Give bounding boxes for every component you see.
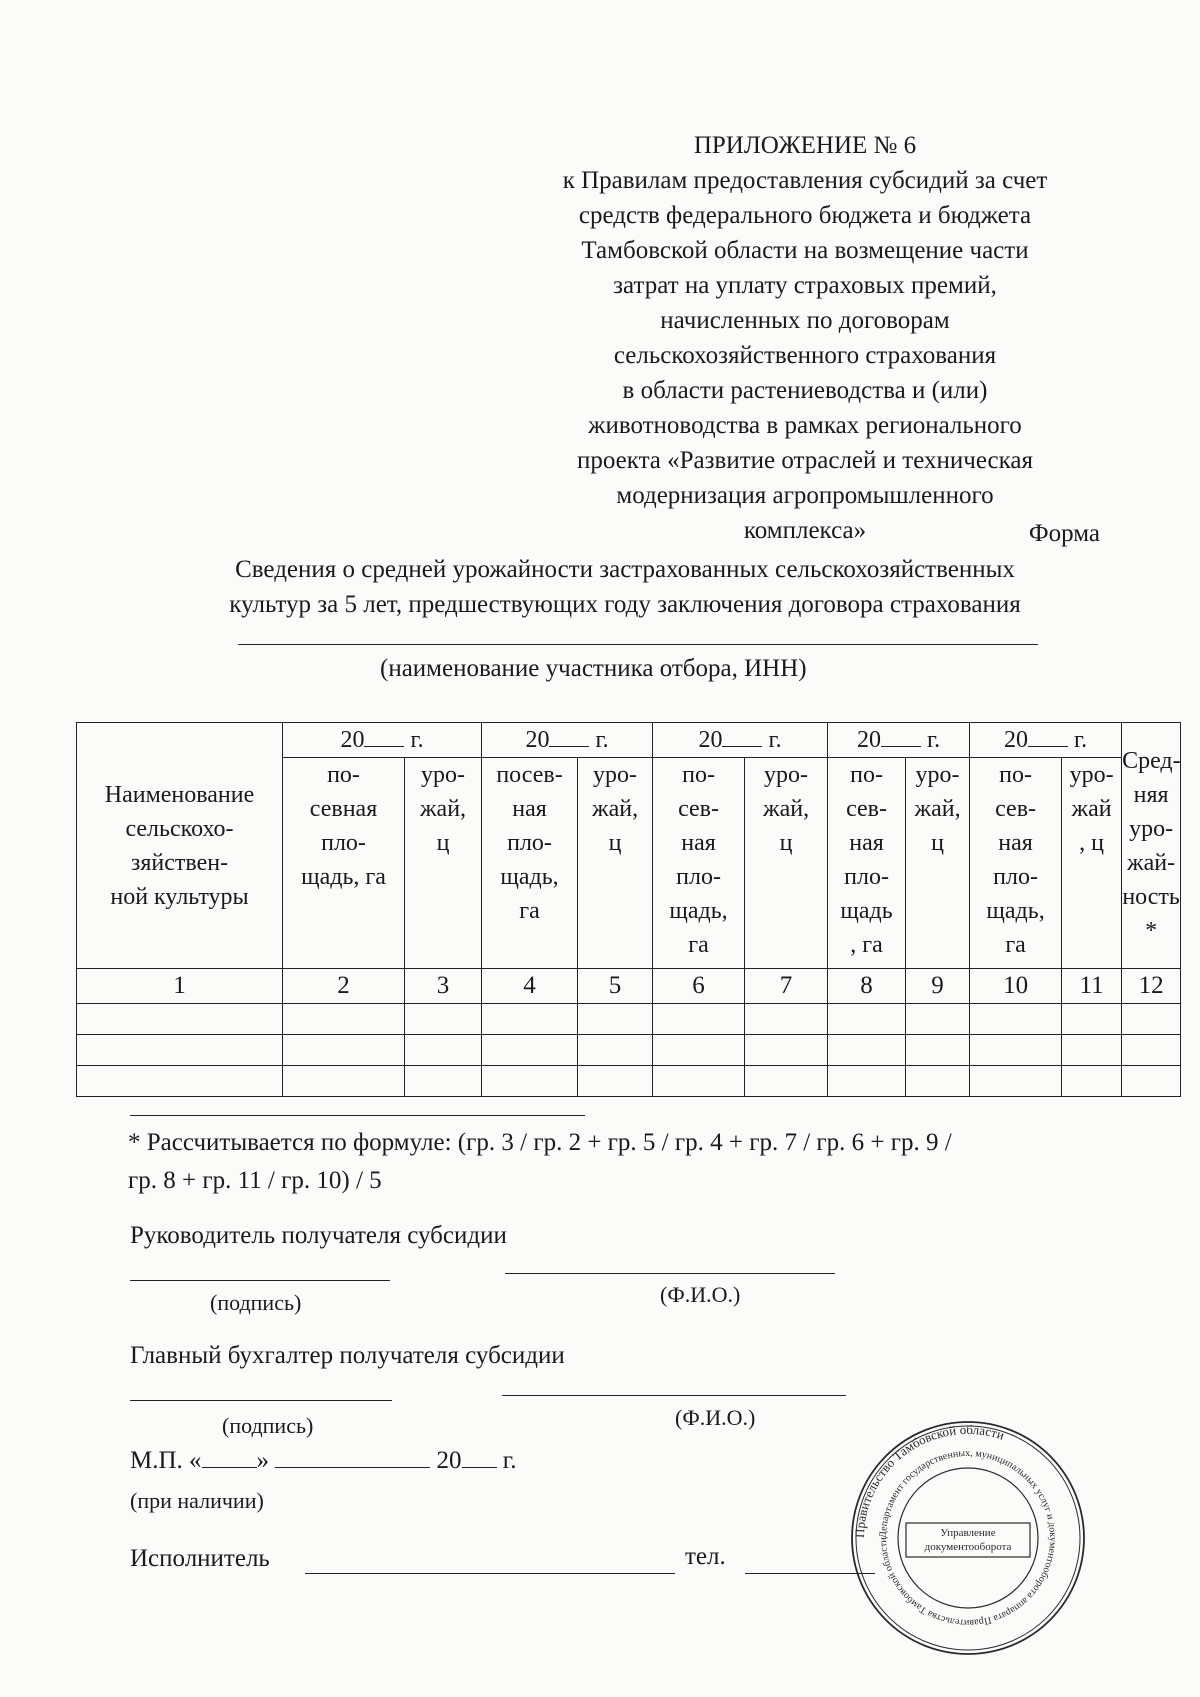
stamp-center-line: документооборота [924, 1541, 1012, 1553]
header-text: Наименование [104, 781, 255, 808]
footnote-line: гр. 8 + гр. 11 / гр. 10) / 5 [128, 1167, 382, 1194]
name-caption: (Ф.И.О.) [675, 1405, 756, 1430]
table-cell[interactable] [828, 1066, 906, 1097]
table-cell[interactable] [405, 1035, 482, 1066]
mp-close: » [256, 1447, 270, 1474]
sown-area-header [653, 758, 745, 969]
table-cell[interactable] [906, 1004, 970, 1035]
table-cell[interactable] [1122, 1004, 1181, 1035]
header-text: Сред- [1122, 747, 1181, 774]
appendix-line: начисленных по договорам [660, 307, 950, 334]
table-cell[interactable] [578, 1035, 653, 1066]
signature-caption: (подпись) [222, 1413, 314, 1438]
accountant-signature-line[interactable] [130, 1400, 392, 1401]
table-cell[interactable] [77, 1004, 283, 1035]
stamp-outer-text: Правительство Тамбовской области [851, 1421, 1007, 1539]
column-number: 12 [1122, 969, 1181, 1004]
table-cell[interactable] [906, 1035, 970, 1066]
title-line: культур за 5 лет, предшествующих году заключения договора страхования [229, 591, 1021, 618]
appendix-line: в области растениеводства и (или) [622, 377, 988, 404]
header-text: ная [998, 830, 1033, 856]
year-header [482, 723, 653, 758]
header-text: жай, [763, 796, 810, 822]
table-row [77, 1035, 1181, 1066]
header-text: ц [931, 830, 944, 856]
header-text: га [1005, 932, 1026, 958]
header-text: сев- [678, 796, 719, 822]
header-text: щадь, га [301, 864, 386, 890]
table-cell[interactable] [653, 1004, 745, 1035]
yield-header [405, 758, 482, 969]
sown-area-header [970, 758, 1062, 969]
header-text: севная [309, 796, 378, 822]
header-text: пло- [676, 864, 721, 890]
average-yield-header [1122, 723, 1181, 969]
header-text: ц [608, 830, 622, 856]
year-suffix: г. [410, 727, 424, 753]
table-cell[interactable] [283, 1004, 405, 1035]
table-cell[interactable] [578, 1066, 653, 1097]
header-text: щадь [840, 898, 893, 924]
table-row [77, 1004, 1181, 1035]
executor-label: Исполнитель [130, 1545, 270, 1572]
table-cell[interactable] [745, 1035, 828, 1066]
table-cell[interactable] [828, 1004, 906, 1035]
header-text: няя [1133, 781, 1169, 808]
crop-name-header [77, 723, 283, 969]
header-text: га [688, 932, 709, 958]
table-cell[interactable] [77, 1035, 283, 1066]
table-cell[interactable] [970, 1004, 1062, 1035]
header-text: сельскохо- [125, 815, 234, 842]
column-number: 6 [653, 969, 745, 1004]
year-prefix: 20 [698, 727, 723, 753]
table-cell[interactable] [906, 1066, 970, 1097]
head-title: Руководитель получателя субсидии [130, 1222, 507, 1249]
column-number: 9 [906, 969, 970, 1004]
column-number: 11 [1062, 969, 1122, 1004]
header-text: жай, [914, 796, 961, 822]
table-cell[interactable] [482, 1035, 578, 1066]
year-blank[interactable] [881, 726, 921, 747]
table-cell[interactable] [77, 1066, 283, 1097]
year-prefix: 20 [340, 727, 365, 753]
signature-caption: (подпись) [210, 1290, 302, 1315]
year-header [653, 723, 828, 758]
header-text: посев- [496, 762, 563, 788]
table-cell[interactable] [1062, 1004, 1122, 1035]
column-number: 8 [828, 969, 906, 1004]
column-number-row [77, 969, 1181, 1004]
day-blank[interactable] [202, 1447, 257, 1468]
table-cell[interactable] [1122, 1035, 1181, 1066]
accountant-title: Главный бухгалтер получателя субсидии [130, 1342, 565, 1369]
header-text: по- [850, 762, 883, 788]
year-prefix: 20 [525, 727, 550, 753]
year-header [828, 723, 970, 758]
header-text: уро- [915, 762, 960, 788]
table-cell[interactable] [482, 1004, 578, 1035]
table-cell[interactable] [653, 1066, 745, 1097]
column-number: 3 [405, 969, 482, 1004]
header-text: ная [849, 830, 884, 856]
header-text: щадь, [986, 898, 1045, 924]
participant-name-line[interactable] [238, 644, 1038, 645]
header-text: пло- [507, 830, 552, 856]
column-number: 10 [970, 969, 1062, 1004]
sown-area-header [283, 758, 405, 969]
header-text: ная [681, 830, 716, 856]
header-text: * [1145, 917, 1158, 944]
table-row [77, 1066, 1181, 1097]
official-stamp [848, 1418, 1088, 1658]
yield-header [906, 758, 970, 969]
header-text: сев- [995, 796, 1037, 822]
header-text: зяйствен- [130, 849, 229, 876]
participant-caption: (наименование участника отбора, ИНН) [380, 655, 807, 682]
appendix-line: к Правилам предоставления субсидий за счет [562, 167, 1048, 194]
if-any-caption: (при наличии) [130, 1488, 264, 1513]
accountant-name-line[interactable] [502, 1395, 846, 1396]
header-text: , га [850, 932, 883, 958]
header-text: щадь, [669, 898, 728, 924]
sown-area-header [828, 758, 906, 969]
header-text: га [519, 898, 540, 924]
table-cell[interactable] [970, 1066, 1062, 1097]
table-cell[interactable] [745, 1004, 828, 1035]
header-text: пло- [993, 864, 1038, 890]
year-header [970, 723, 1122, 758]
table-cell[interactable] [578, 1004, 653, 1035]
year-header [283, 723, 482, 758]
head-signature-line[interactable] [130, 1280, 390, 1281]
column-number: 2 [283, 969, 405, 1004]
footnote-line: * Рассчитывается по формуле: (гр. 3 / гр. 2 + гр. 5 / гр. 4 + гр. 7 / гр. 6 + гр. 9 / [128, 1129, 952, 1156]
year-blank[interactable] [364, 726, 404, 747]
sown-area-header [482, 758, 578, 969]
header-text: ность [1122, 883, 1180, 910]
yield-header [578, 758, 653, 969]
header-text: жай- [1127, 849, 1176, 876]
appendix-line: сельскохозяйственного страхования [613, 342, 997, 369]
yield-header [745, 758, 828, 969]
table-cell[interactable] [283, 1035, 405, 1066]
header-text: уро- [1069, 762, 1114, 788]
mp-label: М.П. « [130, 1447, 202, 1474]
table-cell[interactable] [1122, 1066, 1181, 1097]
header-text: ная [512, 796, 547, 822]
header-text: , ц [1079, 830, 1104, 856]
footnote [128, 1124, 1128, 1200]
appendix-line: проекта «Развитие отраслей и техническая [576, 447, 1033, 474]
table-cell[interactable] [405, 1066, 482, 1097]
year-blank[interactable] [1028, 726, 1068, 747]
header-text: ц [779, 830, 793, 856]
year-suffix: г. [502, 1447, 517, 1474]
table-cell[interactable] [1062, 1035, 1122, 1066]
header-text: уро- [764, 762, 809, 788]
phone-label: тел. [685, 1543, 726, 1570]
table-cell[interactable] [745, 1066, 828, 1097]
year-blank[interactable] [549, 726, 589, 747]
year-suffix: г. [1074, 727, 1088, 753]
title-line: Сведения о средней урожайности застрахованных сельскохозяйственных [235, 556, 1015, 583]
header-text: уро- [593, 762, 638, 788]
year-blank[interactable] [462, 1447, 497, 1468]
table-cell[interactable] [283, 1066, 405, 1097]
header-text: уро- [421, 762, 465, 788]
yield-table [76, 722, 1181, 1097]
year-suffix: г. [595, 727, 609, 753]
seal-date-line [130, 1447, 790, 1481]
yield-header [1062, 758, 1122, 969]
header-text: по- [682, 762, 715, 788]
stamp-inner-text: Департамент государственных, муниципальных услуг и документооборота аппарата Правительства Тамбовской области [877, 1447, 1059, 1629]
executor-name-line[interactable] [305, 1573, 675, 1574]
column-number: 4 [482, 969, 578, 1004]
appendix-line: Тамбовской области на возмещение части [581, 237, 1029, 264]
header-text: ц [436, 830, 450, 856]
header-text: жай [1071, 796, 1112, 822]
header-text: уро- [1129, 815, 1174, 842]
header-text: жай, [419, 796, 467, 822]
header-text: пло- [321, 830, 366, 856]
year-suffix: г. [926, 727, 941, 753]
table-cell[interactable] [405, 1004, 482, 1035]
document-title [160, 552, 1090, 622]
table-cell[interactable] [482, 1066, 578, 1097]
table-cell[interactable] [653, 1035, 745, 1066]
appendix-line: модернизация агропромышленного [616, 482, 994, 509]
form-label: Форма [1028, 520, 1100, 547]
column-number: 7 [745, 969, 828, 1004]
stamp-center-line: Управление [940, 1527, 996, 1539]
table-cell[interactable] [970, 1035, 1062, 1066]
year-prefix: 20 [856, 727, 881, 753]
year-blank[interactable] [722, 726, 762, 747]
header-text: пло- [844, 864, 889, 890]
header-text: жай, [591, 796, 639, 822]
month-blank[interactable] [275, 1447, 430, 1468]
header-text: ной культуры [110, 883, 249, 910]
year-suffix: г. [768, 727, 782, 753]
header-text: по- [327, 762, 360, 788]
head-name-line[interactable] [505, 1273, 835, 1274]
header-text: сев- [846, 796, 887, 822]
name-caption: (Ф.И.О.) [660, 1282, 741, 1307]
table-cell[interactable] [828, 1035, 906, 1066]
appendix-number: ПРИЛОЖЕНИЕ № 6 [693, 132, 917, 159]
year-prefix: 20 [1004, 727, 1028, 753]
footnote-separator [130, 1115, 585, 1116]
appendix-line: комплекса» [743, 517, 867, 544]
appendix-line: средств федерального бюджета и бюджета [578, 202, 1032, 229]
column-number: 5 [578, 969, 653, 1004]
table-cell[interactable] [1062, 1066, 1122, 1097]
appendix-line: животноводства в рамках регионального [588, 412, 1022, 439]
header-text: по- [999, 762, 1032, 788]
year-prefix: 20 [436, 1447, 462, 1474]
appendix-line: затрат на уплату страховых премий, [613, 272, 997, 299]
header-text: щадь, [500, 864, 559, 890]
appendix-header [520, 128, 1090, 548]
column-number: 1 [77, 969, 283, 1004]
